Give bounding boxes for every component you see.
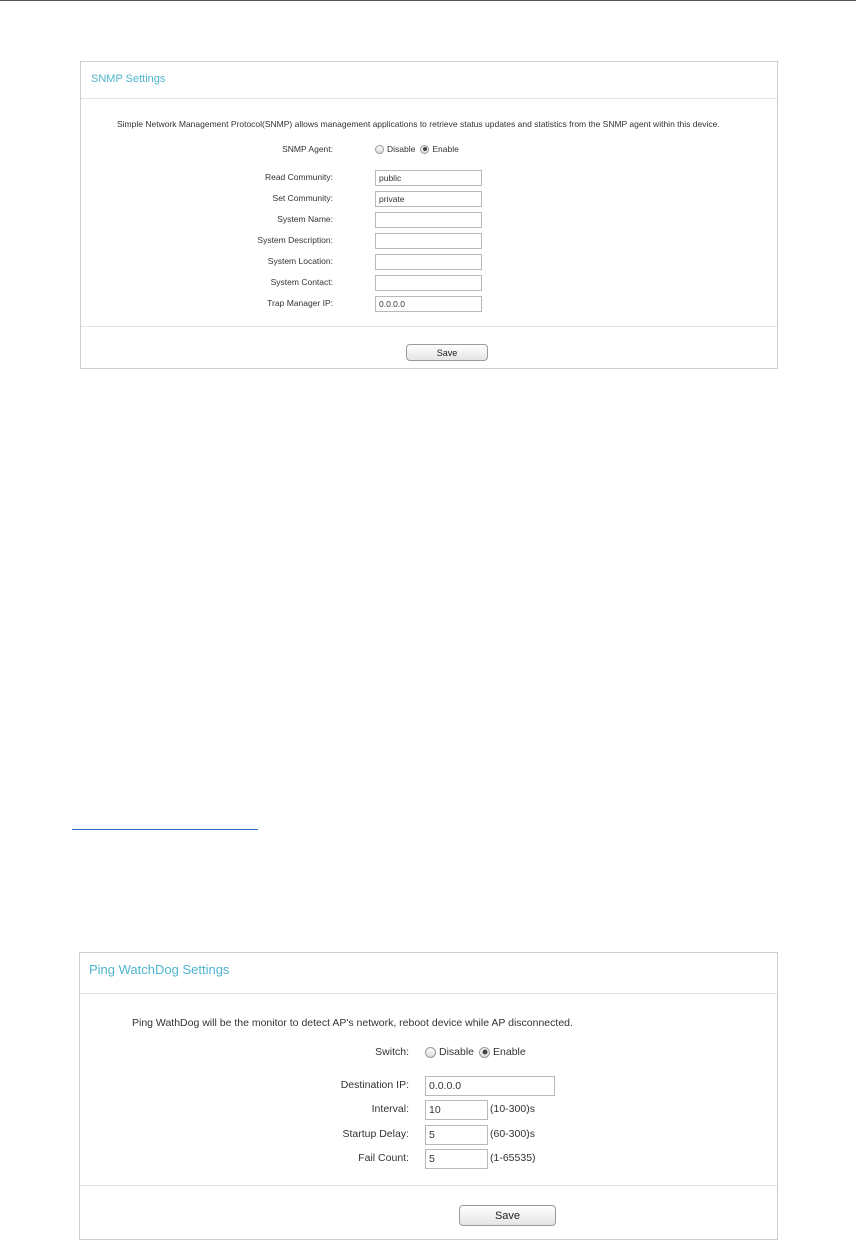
startup-delay-label: Startup Delay: <box>342 1128 409 1140</box>
interval-input[interactable] <box>425 1100 488 1120</box>
system-location-label: System Location: <box>267 256 333 266</box>
read-community-label: Read Community: <box>264 172 333 182</box>
snmp-save-button[interactable]: Save <box>406 344 488 361</box>
trap-manager-ip-label: Trap Manager IP: <box>267 298 333 308</box>
ping-footer-divider <box>80 1185 777 1186</box>
snmp-panel-title: SNMP Settings <box>91 73 166 85</box>
snmp-agent-disable-radio[interactable] <box>375 145 384 154</box>
switch-label: Switch: <box>375 1046 409 1058</box>
snmp-agent-enable-radio[interactable] <box>420 145 429 154</box>
trap-manager-ip-input[interactable] <box>375 296 482 312</box>
system-contact-input[interactable] <box>375 275 482 291</box>
system-name-label: System Name: <box>277 214 333 224</box>
fail-count-range: (1-65535) <box>490 1152 536 1164</box>
interval-range: (10-300)s <box>490 1103 535 1115</box>
snmp-agent-label: SNMP Agent: <box>282 144 333 154</box>
page-top-rule <box>0 0 856 1</box>
ping-watchdog-settings-panel <box>79 952 778 1240</box>
switch-disable-radio[interactable] <box>425 1047 436 1058</box>
destination-ip-label: Destination IP: <box>340 1079 409 1091</box>
snmp-settings-panel <box>80 61 778 369</box>
startup-delay-range: (60-300)s <box>490 1128 535 1140</box>
switch-enable-label: Enable <box>493 1046 526 1058</box>
ping-panel-title: Ping WatchDog Settings <box>89 962 230 977</box>
link-underline <box>72 829 258 830</box>
snmp-agent-enable-label: Enable <box>432 144 459 154</box>
system-name-input[interactable] <box>375 212 482 228</box>
startup-delay-input[interactable] <box>425 1125 488 1145</box>
read-community-input[interactable] <box>375 170 482 186</box>
fail-count-label: Fail Count: <box>358 1152 409 1164</box>
set-community-label: Set Community: <box>272 193 333 203</box>
system-description-label: System Description: <box>257 235 333 245</box>
ping-description: Ping WathDog will be the monitor to detect AP's network, reboot device while AP disconnected. <box>132 1017 573 1029</box>
interval-label: Interval: <box>371 1103 409 1115</box>
switch-radio-group <box>425 1046 526 1058</box>
switch-enable-radio[interactable] <box>479 1047 490 1058</box>
ping-title-divider <box>80 993 777 994</box>
snmp-footer-divider <box>81 326 777 327</box>
snmp-agent-radio-group <box>375 144 459 154</box>
system-contact-label: System Contact: <box>270 277 333 287</box>
destination-ip-input[interactable] <box>425 1076 555 1096</box>
snmp-title-divider <box>81 98 777 99</box>
switch-disable-label: Disable <box>439 1046 475 1058</box>
ping-save-button[interactable]: Save <box>459 1205 556 1226</box>
system-description-input[interactable] <box>375 233 482 249</box>
snmp-agent-disable-label: Disable <box>387 144 416 154</box>
snmp-description: Simple Network Management Protocol(SNMP) allows management applications to retrieve status updates and statistics from the SNMP agent within this device. <box>117 119 720 129</box>
fail-count-input[interactable] <box>425 1149 488 1169</box>
set-community-input[interactable] <box>375 191 482 207</box>
system-location-input[interactable] <box>375 254 482 270</box>
